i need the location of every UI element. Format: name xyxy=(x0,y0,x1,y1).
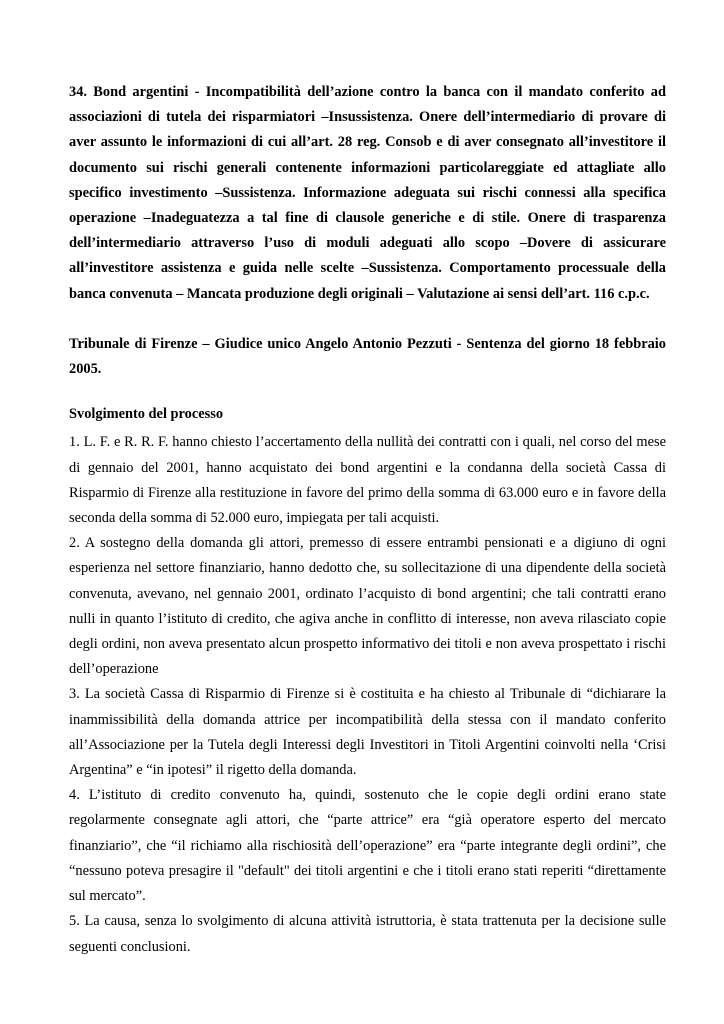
paragraph-3: 3. La società Cassa di Risparmio di Firenze si è costituita e ha chiesto al Tribunale di “dichiarare la inammissibilità della domanda attrice per incompatibilità della stessa con il mandato conferito all’Associazione per la Tutela degli Interessi degli Investitori in Titoli Argentini coinvolti nella ‘Crisi Argentina” e “in ipotesi” il rigetto della domanda. xyxy=(69,686,666,779)
case-summary: 34. Bond argentini - Incompatibilità dell’azione contro la banca con il mandato conferito ad associazioni di tutela dei risparmiatori –Insussistenza. Onere dell’intermediario di provare di aver assunto le informazioni di cui all’art. 28 reg. Consob e di aver consegnato all’investitore il documento sui rischi generali contenente informazioni particolareggiate ed attagliate allo specifico investimento –Sussistenza. Informazione adeguata sui rischi connessi alla specifica operazione –Inadeguatezza a tal fine di clausole generiche e di stile. Onere di trasparenza dell’intermediario attraverso l’uso di moduli adeguati allo scopo –Dovere di assicurare all’investitore assistenza e guida nelle scelte –Sussistenza. Comportamento processuale della banca convenuta – Mancata produzione degli originali – Valutazione ai sensi dell’art. 116 c.p.c. xyxy=(69,84,666,302)
paragraph-5: 5. La causa, senza lo svolgimento di alcuna attività istruttoria, è stata trattenuta per la decisione sulle seguenti conclusioni. xyxy=(69,913,666,955)
court-line: Tribunale di Firenze – Giudice unico Angelo Antonio Pezzuti - Sentenza del giorno 18 febbraio 2005. xyxy=(69,335,666,378)
paragraph-2: 2. A sostegno della domanda gli attori, premesso di essere entrambi pensionati e a digiuno di ogni esperienza nel settore finanziario, hanno dedotto che, su sollecitazione di una dipendente della società convenuta, avevano, nel gennaio 2001, ordinato l’acquisto di bond argentini; che tali contratti erano nulli in quanto l’istituto di credito, che agiva anche in conflitto di interesse, non aveva rilasciato copie degli ordini, non aveva presentato alcun prospetto informativo dei titoli e non aveva prospettato i rischi dell’operazione xyxy=(69,535,666,678)
section-heading: Svolgimento del processo xyxy=(69,406,224,423)
paragraph-1: 1. L. F. e R. R. F. hanno chiesto l’accertamento della nullità dei contratti con i quali, nel corso del mese di gennaio del 2001, hanno acquistato dei bond argentini e la condanna della società Cassa di Risparmio di Firenze alla restituzione in favore del primo della somma di 63.000 euro e in favore della seconda della somma di 52.000 euro, impiegata per tali acquisti. xyxy=(69,434,666,527)
document-page xyxy=(69,80,666,960)
paragraph-4: 4. L’istituto di credito convenuto ha, quindi, sostenuto che le copie degli ordini erano state regolarmente consegnate agli attori, che “parte attrice” era “già operatore esperto del mercato finanziario”, che “il richiamo alla rischiosità dell’operazione” era “parte integrante degli ordini”, che “nessuno poteva presagire il "default" dei titoli argentini e che i titoli erano stati reperiti “direttamente sul mercato”. xyxy=(69,787,666,905)
